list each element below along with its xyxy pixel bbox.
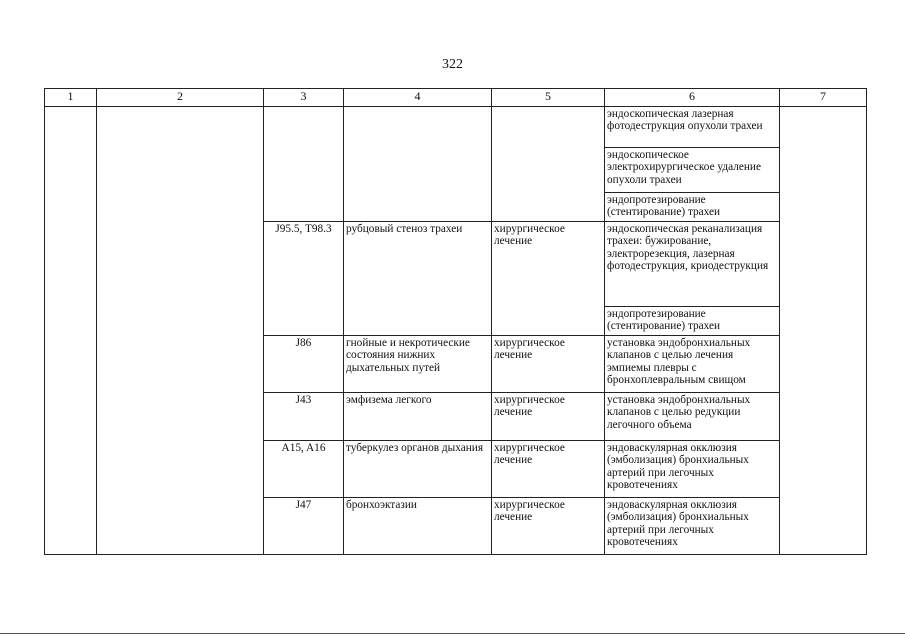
cell-method: эндопротезирование (стентирование) трахеи xyxy=(605,193,780,222)
cell-col7 xyxy=(780,107,867,555)
cell-method: эндоваскулярная окклюзия (эмболизация) бронхиальных артерий при легочных кровотечениях xyxy=(605,498,780,555)
cell-condition: рубцовый стеноз трахеи xyxy=(344,222,492,336)
cell-treatment: хирургическое лечение xyxy=(492,393,605,441)
cell-method: эндоваскулярная окклюзия (эмболизация) бронхиальных артерий при легочных кровотечениях xyxy=(605,441,780,498)
cell-method: установка эндобронхиальных клапанов с целью редукции легочного объема xyxy=(605,393,780,441)
cell-condition: туберкулез органов дыхания xyxy=(344,441,492,498)
cell-col1 xyxy=(45,107,97,555)
cell-condition: гнойные и некротические состояния нижних дыхательных путей xyxy=(344,336,492,393)
col-header-1: 1 xyxy=(45,89,97,107)
cell-condition: эмфизема легкого xyxy=(344,393,492,441)
cell-code xyxy=(264,107,344,222)
cell-method: эндоскопическая лазерная фотодеструкция опухоли трахеи xyxy=(605,107,780,148)
cell-code: J47 xyxy=(264,498,344,555)
cell-code: J95.5, T98.3 xyxy=(264,222,344,336)
cell-col2 xyxy=(97,107,264,555)
col-header-4: 4 xyxy=(344,89,492,107)
table-row xyxy=(45,107,867,148)
cell-treatment: хирургическое лечение xyxy=(492,336,605,393)
col-header-3: 3 xyxy=(264,89,344,107)
col-header-7: 7 xyxy=(780,89,867,107)
cell-method: эндоскопическая реканализация трахеи: бужирование, электрорезекция, лазерная фотодеструкция, криодеструкция xyxy=(605,222,780,307)
cell-treatment: хирургическое лечение xyxy=(492,498,605,555)
cell-code: J86 xyxy=(264,336,344,393)
page-number: 322 xyxy=(442,57,463,72)
col-header-6: 6 xyxy=(605,89,780,107)
col-header-2: 2 xyxy=(97,89,264,107)
col-header-5: 5 xyxy=(492,89,605,107)
cell-method: эндоскопическое электрохирургическое удаление опухоли трахеи xyxy=(605,148,780,193)
cell-treatment xyxy=(492,107,605,222)
cell-condition: бронхоэктазии xyxy=(344,498,492,555)
scan-edge-line xyxy=(0,633,905,634)
header-row xyxy=(45,89,867,107)
cell-method: эндопротезирование (стентирование) трахеи xyxy=(605,307,780,336)
cell-treatment: хирургическое лечение xyxy=(492,222,605,336)
cell-condition xyxy=(344,107,492,222)
cell-method: установка эндобронхиальных клапанов с целью лечения эмпиемы плевры с бронхоплевральным свищом xyxy=(605,336,780,393)
medical-table xyxy=(44,88,867,555)
cell-code: A15, A16 xyxy=(264,441,344,498)
cell-code: J43 xyxy=(264,393,344,441)
cell-treatment: хирургическое лечение xyxy=(492,441,605,498)
